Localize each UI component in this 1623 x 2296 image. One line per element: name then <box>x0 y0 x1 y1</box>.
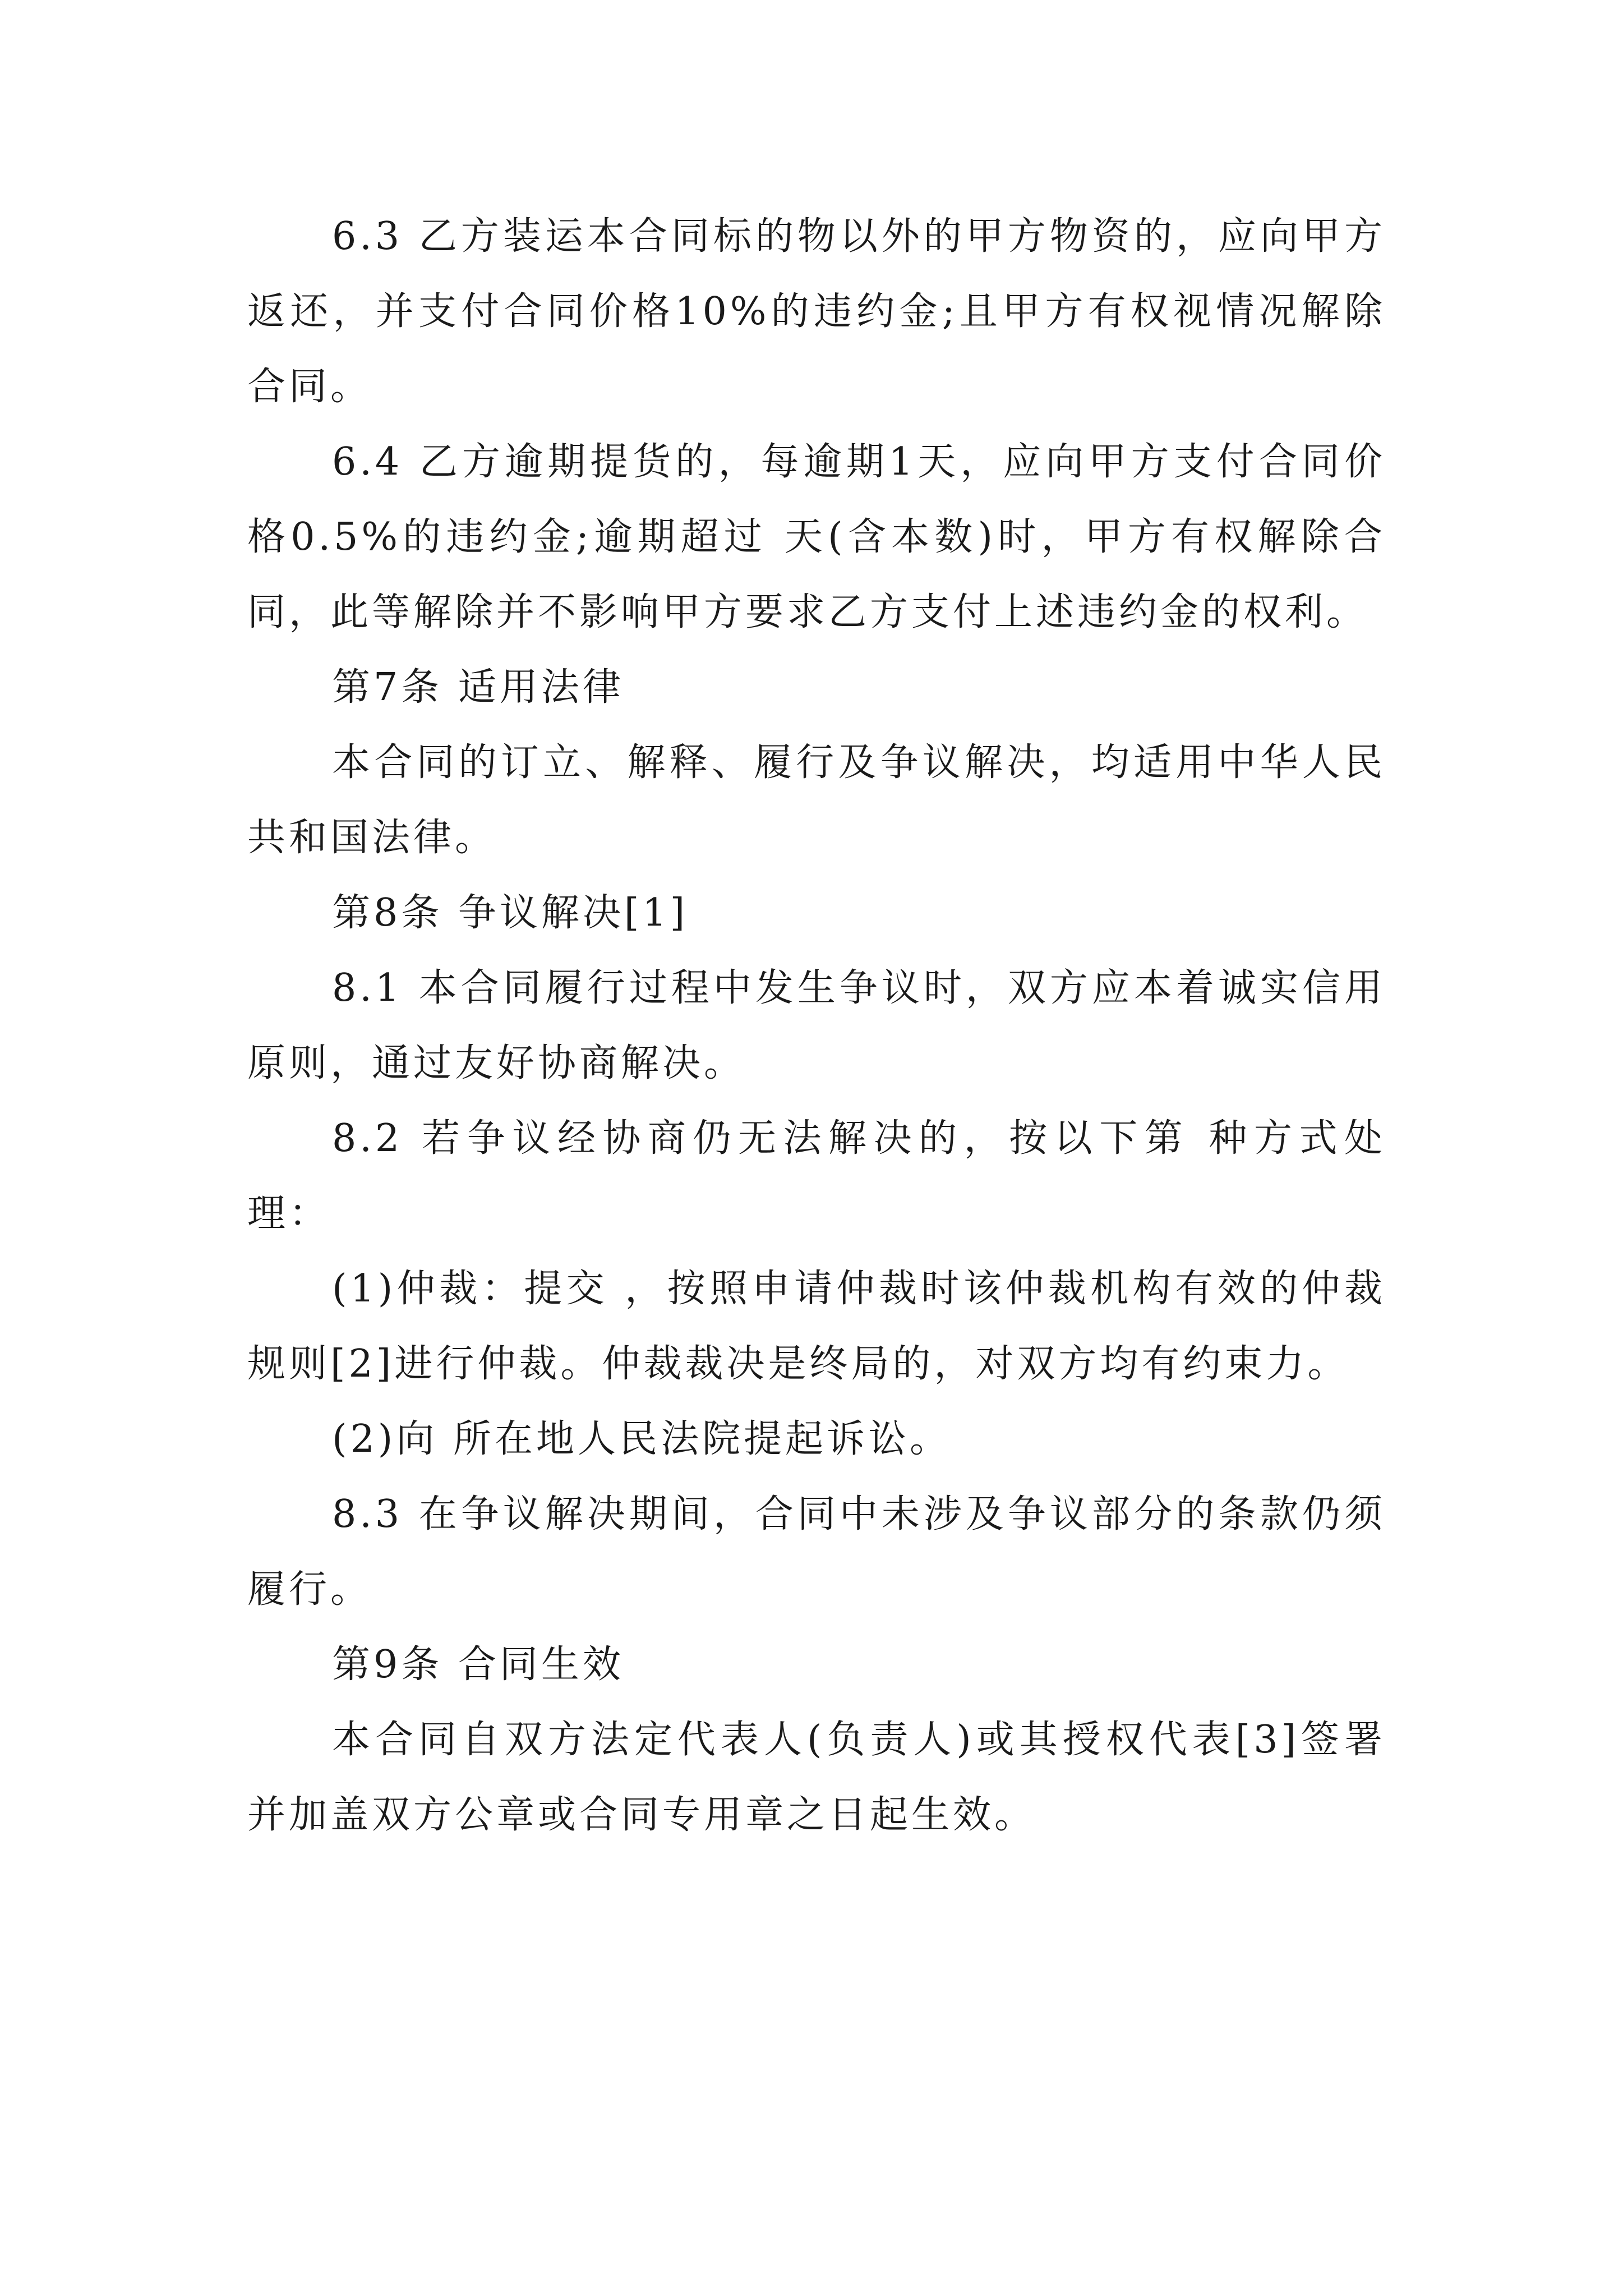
clause-8-2: 8.2 若争议经协商仍无法解决的，按以下第 种方式处理： <box>247 1116 1386 1236</box>
article-8-heading: 第8条 争议解决[1] <box>332 891 689 935</box>
clause-6-3: 6.3 乙方装运本合同标的物以外的甲方物资的，应向甲方返还，并支付合同价格10%的违约金;且甲方有权视情况解除合同。 <box>247 214 1386 409</box>
option-arbitration: (1)仲裁：提交 ，按照申请仲裁时该仲裁机构有效的仲裁规则[2]进行仲裁。仲裁裁决是终局的，对双方均有约束力。 <box>247 1267 1386 1386</box>
document-body <box>247 199 1386 1853</box>
clause-8-3: 8.3 在争议解决期间，合同中未涉及争议部分的条款仍须履行。 <box>247 1492 1386 1612</box>
article-9-heading: 第9条 合同生效 <box>332 1642 624 1687</box>
article-7-heading: 第7条 适用法律 <box>332 665 624 710</box>
article-7-body: 本合同的订立、解释、履行及争议解决，均适用中华人民共和国法律。 <box>247 740 1386 860</box>
clause-6-4: 6.4 乙方逾期提货的，每逾期1天，应向甲方支付合同价格0.5%的违约金;逾期超过 天(含本数)时，甲方有权解除合同，此等解除并不影响甲方要求乙方支付上述违约金的权利。 <box>247 440 1386 634</box>
option-litigation: (2)向 所在地人民法院提起诉讼。 <box>332 1417 951 1461</box>
clause-8-1: 8.1 本合同履行过程中发生争议时，双方应本着诚实信用原则，通过友好协商解决。 <box>247 966 1386 1085</box>
article-9-body: 本合同自双方法定代表人(负责人)或其授权代表[3]签署并加盖双方公章或合同专用章之日起生效。 <box>247 1718 1386 1837</box>
